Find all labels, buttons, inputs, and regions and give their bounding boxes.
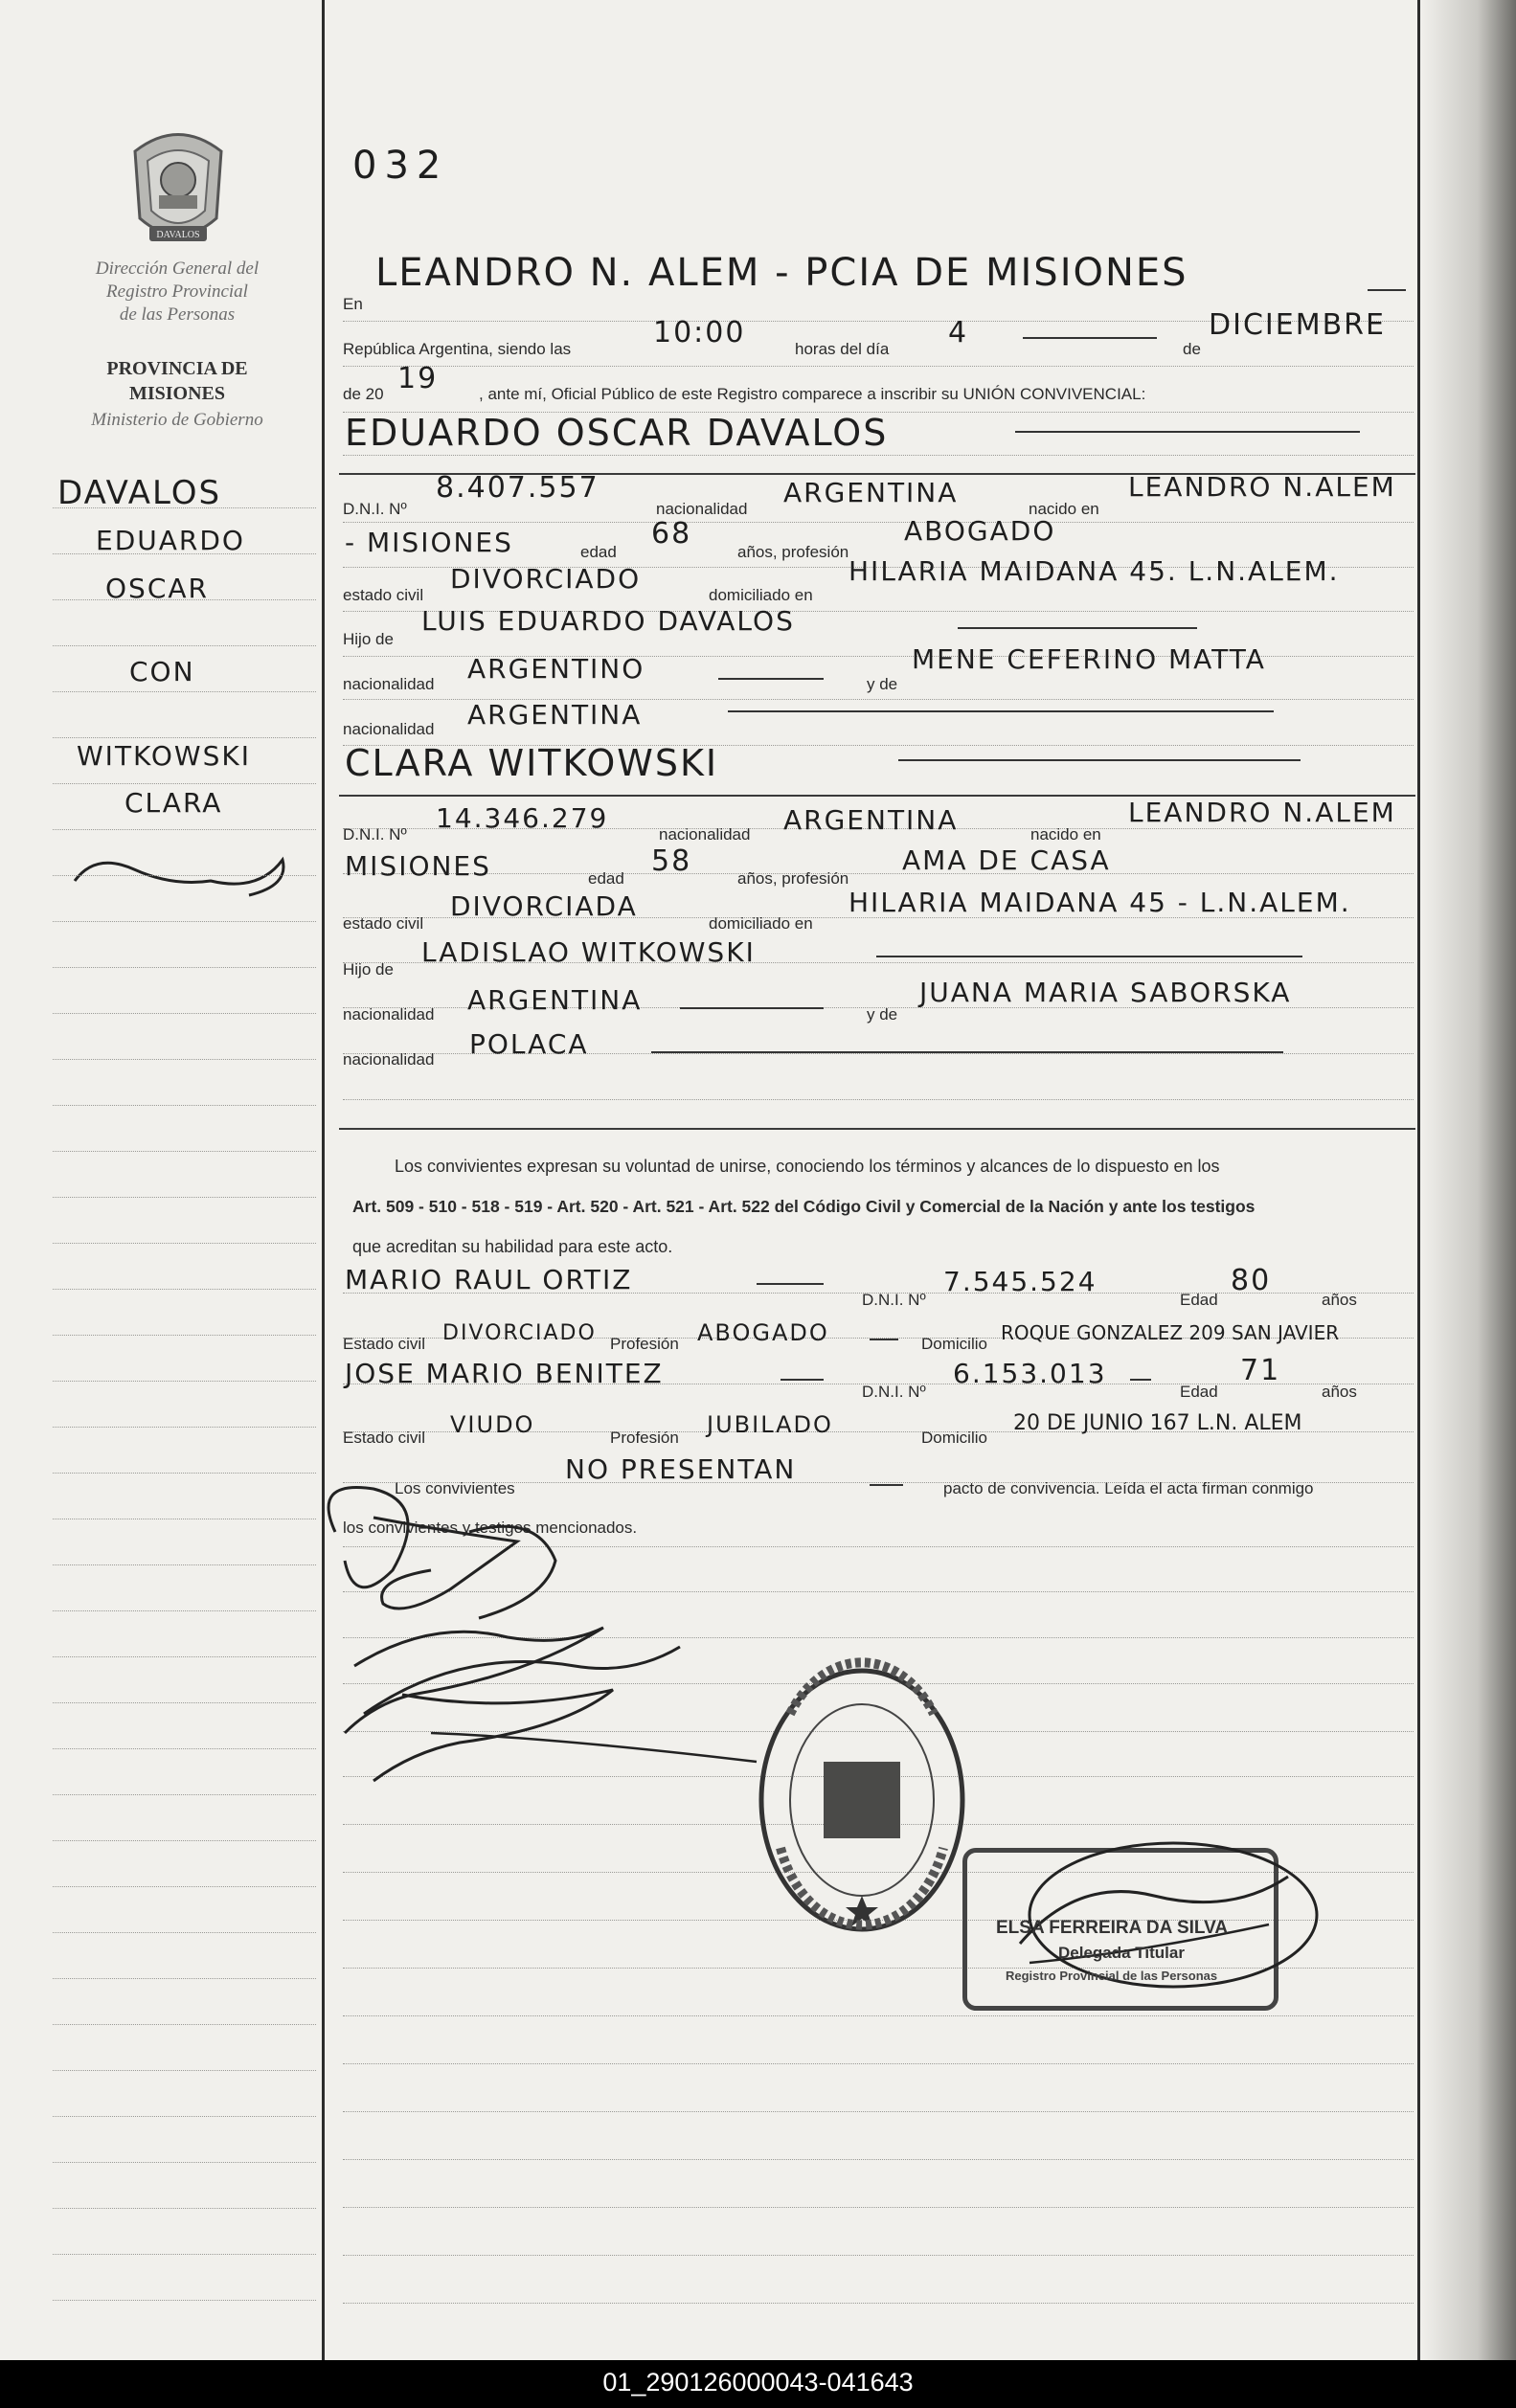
margin-rule (53, 1289, 316, 1290)
margin-rule (53, 2162, 316, 2163)
margin-rule (53, 1243, 316, 1244)
w1-prof-dash (870, 1339, 898, 1340)
w1-name: MARIO RAUL ORTIZ (345, 1264, 633, 1295)
p1-and-label: y de (867, 675, 898, 693)
w1-dni-label: D.N.I. Nº (862, 1291, 926, 1309)
p1-age-label: edad (580, 543, 617, 561)
time-value: 10:00 (653, 316, 746, 349)
p2-mother-nat-value: POLACA (469, 1028, 589, 1060)
w2-age-value: 71 (1240, 1354, 1281, 1387)
p1-mother-nat-value: ARGENTINA (467, 699, 643, 731)
margin-rule (53, 1197, 316, 1198)
p1-civil-value: DIVORCIADO (450, 563, 642, 595)
stamp-official-name: ELSA FERREIRA DA SILVA (996, 1918, 1229, 1938)
margin-rule (53, 1978, 316, 1979)
p2-civil-label: estado civil (343, 914, 424, 933)
p1-father-value: LUIS EDUARDO DAVALOS (421, 605, 795, 637)
w2-address-value: 20 DE JUNIO 167 L.N. ALEM (1013, 1411, 1302, 1435)
margin-rule (53, 1610, 316, 1611)
place-value: LEANDRO N. ALEM - PCIA DE MISIONES (375, 251, 1188, 295)
year-value: 19 (397, 362, 439, 395)
institution-line-1: Dirección General del (95, 259, 260, 279)
w2-address-label: Domicilio (921, 1429, 987, 1447)
margin-rule (53, 875, 316, 876)
margin-rule (53, 1932, 316, 1933)
hours-label: horas del día (795, 340, 890, 358)
p2-mother-nat-dash (651, 1051, 1283, 1053)
margin-rule (53, 1564, 316, 1565)
w2-name: JOSE MARIO BENITEZ (345, 1358, 664, 1389)
p2-father-nat-dash (680, 1007, 824, 1009)
body-rule (343, 2159, 1414, 2160)
margin-rule (53, 1702, 316, 1703)
w2-civil-value: VIUDO (450, 1411, 535, 1438)
margin-rule (53, 1656, 316, 1657)
margin-rule (53, 829, 316, 830)
p1-mother-nat-dash (728, 710, 1274, 712)
p2-age-value: 58 (651, 844, 692, 878)
p1-dni-value: 8.407.557 (436, 471, 600, 505)
p2-and-label: y de (867, 1005, 898, 1024)
w1-name-dash (757, 1283, 824, 1285)
p2-child-label: Hijo de (343, 960, 394, 979)
margin-flourish-icon (67, 843, 297, 910)
w2-dni-dash (1130, 1379, 1151, 1381)
body-rule (343, 2111, 1414, 2112)
p2-age-label: edad (588, 869, 624, 888)
p2-years-label: años, profesión (737, 869, 849, 888)
p2-mother-nat-label: nacionalidad (343, 1050, 435, 1069)
margin-surname-2: WITKOWSKI (77, 740, 251, 772)
margin-rule (53, 783, 316, 784)
signatures-icon (316, 1474, 795, 1790)
margin-rule (53, 691, 316, 692)
p1-age-value: 68 (651, 517, 692, 551)
person2-name-dash (898, 759, 1301, 761)
body-rule (343, 2207, 1414, 2208)
w1-age-label: Edad (1180, 1291, 1218, 1309)
w2-civil-label: Estado civil (343, 1429, 425, 1447)
p2-address-label: domiciliado en (709, 914, 813, 933)
p2-nat-label: nacionalidad (659, 825, 751, 844)
crest-label: DAVALOS (156, 230, 200, 240)
legal-line-2: Art. 509 - 510 - 518 - 519 - Art. 520 - Art. 521 - Art. 522 del Código Civil y Comercial de la Nación y ante los testigos (352, 1197, 1256, 1216)
p2-father-value: LADISLAO WITKOWSKI (421, 936, 756, 968)
round-seal-icon (752, 1656, 972, 1944)
margin-first-name-1: EDUARDO (96, 525, 245, 556)
margin-rule (53, 1427, 316, 1428)
p2-civil-value: DIVORCIADA (450, 890, 638, 922)
margin-rule (53, 507, 316, 508)
person2-name: CLARA WITKOWSKI (345, 742, 719, 784)
margin-rule (53, 2300, 316, 2301)
p2-born-value-2: MISIONES (345, 850, 491, 882)
p1-father-nat-value: ARGENTINO (467, 653, 645, 685)
w1-civil-label: Estado civil (343, 1335, 425, 1353)
w1-age-value: 80 (1231, 1264, 1272, 1297)
margin-rule (53, 2208, 316, 2209)
body-rule (343, 522, 1414, 523)
stamp-official-title: Delegada Titular (1058, 1944, 1185, 1962)
legal-line-1: Los convivientes expresan su voluntad de unirse, conociendo los términos y alcances de lo dispuesto en los (395, 1157, 1220, 1176)
p2-born-value-1: LEANDRO N.ALEM (1128, 797, 1396, 828)
p1-dni-label: D.N.I. Nº (343, 500, 407, 518)
closing-prefix: Los convivientes (395, 1479, 515, 1497)
margin-rule (53, 2116, 316, 2117)
margin-con: CON (129, 656, 195, 687)
p2-father-nat-label: nacionalidad (343, 1005, 435, 1024)
p1-born-value-1: LEANDRO N.ALEM (1128, 471, 1396, 503)
w2-age-label: Edad (1180, 1383, 1218, 1401)
w2-profession-value: JUBILADO (707, 1411, 833, 1438)
margin-rule (53, 553, 316, 554)
p1-nat-label: nacionalidad (656, 500, 748, 518)
body-rule (343, 2255, 1414, 2256)
p2-dni-label: D.N.I. Nº (343, 825, 407, 844)
p1-profession-value: ABOGADO (904, 515, 1056, 547)
body-rule (343, 873, 1414, 874)
w2-prof-label: Profesión (610, 1429, 679, 1447)
body-rule (343, 2303, 1414, 2304)
margin-rule (53, 1748, 316, 1749)
margin-first-name-2: CLARA (124, 787, 223, 819)
w2-years-label: años (1322, 1383, 1357, 1401)
p2-dni-value: 14.346.279 (436, 802, 609, 834)
p1-father-nat-dash (718, 678, 824, 680)
p2-father-nat-value: ARGENTINA (467, 984, 643, 1016)
person1-name-dash (1015, 431, 1360, 433)
margin-rule (53, 1381, 316, 1382)
p2-address-value: HILARIA MAIDANA 45 - L.N.ALEM. (849, 887, 1351, 918)
p2-father-dash (876, 956, 1302, 957)
p2-nat-value: ARGENTINA (783, 804, 959, 836)
body-rule (343, 1099, 1414, 1100)
province-line-1: PROVINCIA DE (106, 358, 248, 379)
margin-rule (53, 1059, 316, 1060)
place-dash (1368, 289, 1406, 291)
institution-line-3: de las Personas (119, 304, 236, 325)
day-value: 4 (948, 316, 969, 349)
page-number: 032 (352, 144, 449, 188)
institution-line-2: Registro Provincial (106, 281, 248, 302)
separator-3 (339, 1128, 1415, 1130)
w2-dni-label: D.N.I. Nº (862, 1383, 926, 1401)
de-label: de (1183, 340, 1201, 358)
margin-rule (53, 1151, 316, 1152)
appear-label: , ante mí, Oficial Público de este Registro comparece a inscribir su UNIÓN CONVIVENCIAL: (479, 385, 1146, 403)
closing-pact-dash (870, 1484, 903, 1486)
closing-pact-value: NO PRESENTAN (565, 1453, 797, 1485)
province-line-2: MISIONES (128, 383, 226, 404)
p2-profession-value: AMA DE CASA (902, 844, 1111, 876)
w1-address-label: Domicilio (921, 1335, 987, 1353)
p1-address-label: domiciliado en (709, 586, 813, 604)
p1-mother-value: MENE CEFERINO MATTA (912, 643, 1266, 675)
person1-name: EDUARDO OSCAR DAVALOS (345, 412, 889, 454)
margin-rule (53, 2070, 316, 2071)
margin-rule (53, 1794, 316, 1795)
p1-civil-label: estado civil (343, 586, 424, 604)
p1-born-label: nacido en (1029, 500, 1099, 518)
p2-mother-value: JUANA MARIA SABORSKA (919, 977, 1292, 1008)
margin-rule (53, 645, 316, 646)
body-rule (343, 455, 1414, 456)
day-dash (1023, 337, 1157, 339)
p1-address-value: HILARIA MAIDANA 45. L.N.ALEM. (849, 555, 1340, 587)
w1-civil-value: DIVORCIADO (442, 1321, 597, 1345)
province-crest-icon (121, 123, 236, 252)
month-value: DICIEMBRE (1209, 308, 1386, 342)
p1-child-label: Hijo de (343, 630, 394, 648)
closing-suffix: pacto de convivencia. Leída el acta firman conmigo (943, 1479, 1314, 1497)
margin-border (322, 0, 325, 2360)
ministry-line: Ministerio de Gobierno (91, 410, 263, 430)
margin-rule (53, 2254, 316, 2255)
w1-prof-label: Profesión (610, 1335, 679, 1353)
right-border (1417, 0, 1420, 2360)
margin-rule (53, 2024, 316, 2025)
margin-rule (53, 1886, 316, 1887)
w1-profession-value: ABOGADO (697, 1319, 829, 1346)
w1-dni-value: 7.545.524 (943, 1266, 1097, 1297)
margin-rule (53, 1013, 316, 1014)
p1-father-nat-label: nacionalidad (343, 675, 435, 693)
en-label: En (343, 295, 363, 313)
margin-rule (53, 1840, 316, 1841)
margin-middle-name-1: OSCAR (105, 573, 209, 604)
left-margin (0, 0, 322, 2360)
p1-nat-value: ARGENTINA (783, 477, 959, 508)
w1-address-value: ROQUE GONZALEZ 209 SAN JAVIER (1001, 1321, 1340, 1344)
margin-rule (53, 1473, 316, 1474)
body-rule (343, 2063, 1414, 2064)
margin-rule (53, 921, 316, 922)
margin-rule (53, 967, 316, 968)
page-edge-shadow (1420, 0, 1516, 2360)
p1-born-value-2: - MISIONES (345, 527, 513, 558)
p2-born-label: nacido en (1030, 825, 1101, 844)
w2-dni-value: 6.153.013 (953, 1358, 1107, 1389)
body-rule (343, 366, 1414, 367)
p1-years-label: años, profesión (737, 543, 849, 561)
margin-rule (53, 737, 316, 738)
closing-line-2: los convivientes y testigos mencionados. (343, 1519, 638, 1537)
de20-label: de 20 (343, 385, 384, 403)
p1-father-dash (958, 627, 1197, 629)
footer-code: 01_290126000043-041643 (602, 2368, 914, 2397)
p1-mother-nat-label: nacionalidad (343, 720, 435, 738)
stamp-official-org: Registro Provincial de las Personas (1006, 1969, 1218, 1983)
margin-rule (53, 599, 316, 600)
margin-rule (53, 1105, 316, 1106)
margin-surname-1: DAVALOS (57, 474, 222, 512)
republic-label: República Argentina, siendo las (343, 340, 572, 358)
legal-line-3: que acreditan su habilidad para este acto. (352, 1237, 673, 1256)
w2-name-dash (781, 1379, 824, 1381)
w1-years-label: años (1322, 1291, 1357, 1309)
margin-rule (53, 1335, 316, 1336)
